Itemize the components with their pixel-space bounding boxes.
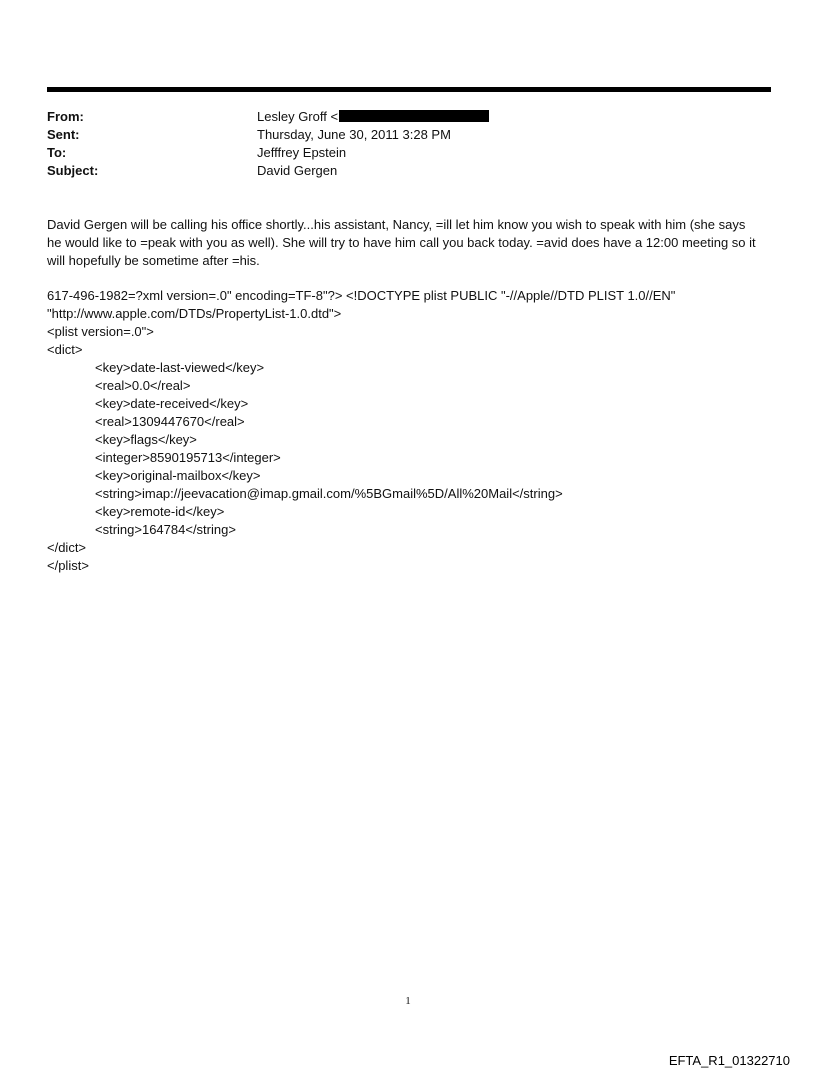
- to-row: [47, 144, 771, 162]
- from-name: Lesley Groff <: [257, 109, 339, 124]
- plist-line: <integer>8590195713</integer>: [95, 450, 281, 465]
- plist-line: </plist>: [47, 558, 89, 573]
- redaction-bar: [339, 110, 489, 122]
- plist-block: [47, 287, 767, 575]
- plist-line: <key>date-received</key>: [95, 396, 249, 411]
- plist-line: <key>flags</key>: [95, 432, 197, 447]
- plist-line: <string>imap://jeevacation@imap.gmail.com/%5BGmail%5D/All%20Mail</string>: [95, 486, 563, 501]
- plist-line: <dict>: [47, 342, 83, 357]
- subject-label: Subject:: [47, 163, 99, 178]
- plist-line: <real>0.0</real>: [95, 378, 191, 393]
- sent-value: Thursday, June 30, 2011 3:28 PM: [257, 127, 451, 142]
- to-value: Jefffrey Epstein: [257, 145, 347, 160]
- subject-row: [47, 162, 771, 180]
- plist-line: </dict>: [47, 540, 87, 555]
- plist-line: <plist version=.0">: [47, 324, 154, 339]
- subject-value: David Gergen: [257, 163, 338, 178]
- plist-line: <key>original-mailbox</key>: [95, 468, 261, 483]
- sent-row: [47, 126, 771, 144]
- sent-label: Sent:: [47, 127, 80, 142]
- bates-number: EFTA_R1_01322710: [668, 1053, 790, 1068]
- from-row: [47, 108, 771, 126]
- email-body: [47, 216, 757, 270]
- header-divider: [47, 87, 771, 92]
- to-label: To:: [47, 145, 67, 160]
- from-value: [257, 108, 489, 126]
- from-label: From:: [47, 109, 84, 124]
- plist-line: <key>date-last-viewed</key>: [95, 360, 265, 375]
- plist-line: <key>remote-id</key>: [95, 504, 225, 519]
- page-number: 1: [405, 995, 411, 1007]
- plist-line: <real>1309447670</real>: [95, 414, 245, 429]
- email-header: [47, 108, 771, 180]
- plist-line: 617-496-1982=?xml version=.0" encoding=TF-8"?> <!DOCTYPE plist PUBLIC "-//Apple//DTD PLIST 1.0//EN": [47, 288, 676, 303]
- body-paragraph: David Gergen will be calling his office shortly...his assistant, Nancy, =ill let him know you wish to speak with him (she says he would like to =peak with you as well). She will try to have him call you back today. =avid does have a 12:00 meeting so it will hopefully be sometime after =his.: [47, 217, 756, 268]
- plist-line: "http://www.apple.com/DTDs/PropertyList-1.0.dtd">: [47, 306, 342, 321]
- plist-line: <string>164784</string>: [95, 522, 236, 537]
